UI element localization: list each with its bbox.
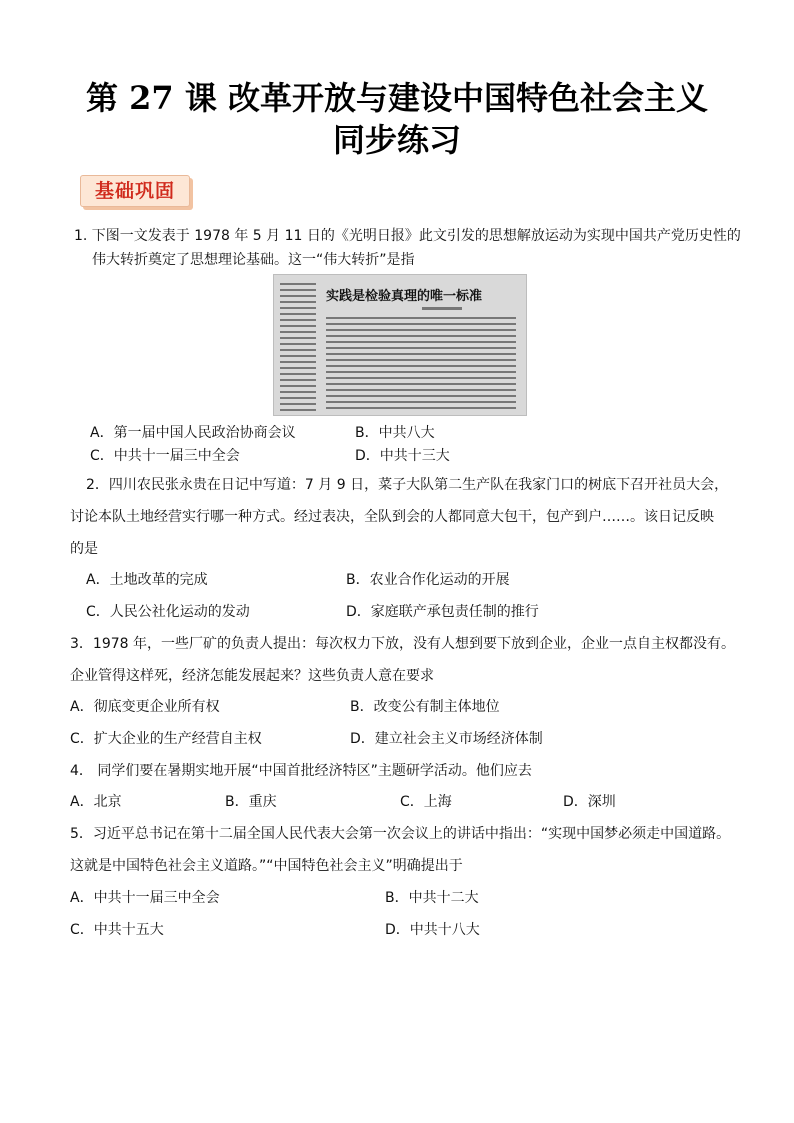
q2-option-c[interactable]: C．人民公社化运动的发动 xyxy=(86,604,250,620)
section-badge xyxy=(80,168,192,208)
q2-option-d[interactable]: D．家庭联产承包责任制的推行 xyxy=(346,604,539,620)
q5-stem-line-1: 5．习近平总书记在第十二届全国人民代表大会第一次会议上的讲话中指出：“实现中国梦必须走中国道路。 xyxy=(70,826,731,842)
q3-stem-line-1: 3．1978 年，一些厂矿的负责人提出：每次权力下放，没有人想到要下放到企业，企业一点自主权都没有。 xyxy=(70,636,735,652)
q4-option-d[interactable]: D．深圳 xyxy=(563,794,616,810)
q2-option-a[interactable]: A．土地改革的完成 xyxy=(86,572,208,588)
q2-stem-line-2: 讨论本队土地经营实行哪一种方式。经过表决，全队到会的人都同意大包干，包产到户……。该日记反映 xyxy=(70,509,714,525)
q3-option-b[interactable]: B．改变公有制主体地位 xyxy=(350,699,500,715)
q5-option-a[interactable]: A．中共十一届三中全会 xyxy=(70,890,220,906)
q1-stem-line-1: 1. 下图一文发表于 1978 年 5 月 11 日的《光明日报》此文引发的思想解放运动为实现中国共产党历史性的 xyxy=(74,228,741,244)
q5-option-c[interactable]: C．中共十五大 xyxy=(70,922,164,938)
q1-option-a[interactable]: A．第一届中国人民政治协商会议 xyxy=(90,425,296,441)
q4-option-b[interactable]: B．重庆 xyxy=(225,794,277,810)
q4-option-a[interactable]: A．北京 xyxy=(70,794,122,810)
q1-stem-line-2: 伟大转折奠定了思想理论基础。这一“伟大转折”是指 xyxy=(92,252,415,268)
q5-option-b[interactable]: B．中共十二大 xyxy=(385,890,479,906)
q1-option-b[interactable]: B．中共八大 xyxy=(355,425,435,441)
q2-stem-line-3: 的是 xyxy=(70,541,98,557)
q3-option-c[interactable]: C．扩大企业的生产经营自主权 xyxy=(70,731,262,747)
newspaper-headline: 实践是检验真理的唯一标准 xyxy=(326,289,483,304)
q3-option-d[interactable]: D．建立社会主义市场经济体制 xyxy=(350,731,543,747)
q1-option-c[interactable]: C．中共十一届三中全会 xyxy=(90,448,240,464)
q4-option-c[interactable]: C．上海 xyxy=(400,794,452,810)
q3-stem-line-2: 企业管得这样死，经济怎能发展起来？这些负责人意在要求 xyxy=(70,668,434,684)
q4-stem-line-1: 4． 同学们要在暑期实地开展“中国首批经济特区”主题研学活动。他们应去 xyxy=(70,763,532,779)
section-badge-label: 基础巩固 xyxy=(80,175,190,207)
q5-option-d[interactable]: D．中共十八大 xyxy=(385,922,480,938)
decorative-dots-icon xyxy=(86,168,113,174)
newspaper-clipping-image xyxy=(273,274,527,416)
q2-option-b[interactable]: B．农业合作化运动的开展 xyxy=(346,572,510,588)
q1-option-d[interactable]: D．中共十三大 xyxy=(355,448,450,464)
q3-option-a[interactable]: A．彻底变更企业所有权 xyxy=(70,699,220,715)
q5-stem-line-2: 这就是中国特色社会主义道路。”“中国特色社会主义”明确提出于 xyxy=(70,858,463,874)
page-subtitle: 同步练习 xyxy=(332,121,461,159)
q2-stem-line-1: 2．四川农民张永贵在日记中写道：7 月 9 日，菜子大队第二生产队在我家门口的树底下召开社员大会， xyxy=(86,477,729,493)
page-title: 第 27 课 改革开放与建设中国特色社会主义 xyxy=(86,79,708,117)
